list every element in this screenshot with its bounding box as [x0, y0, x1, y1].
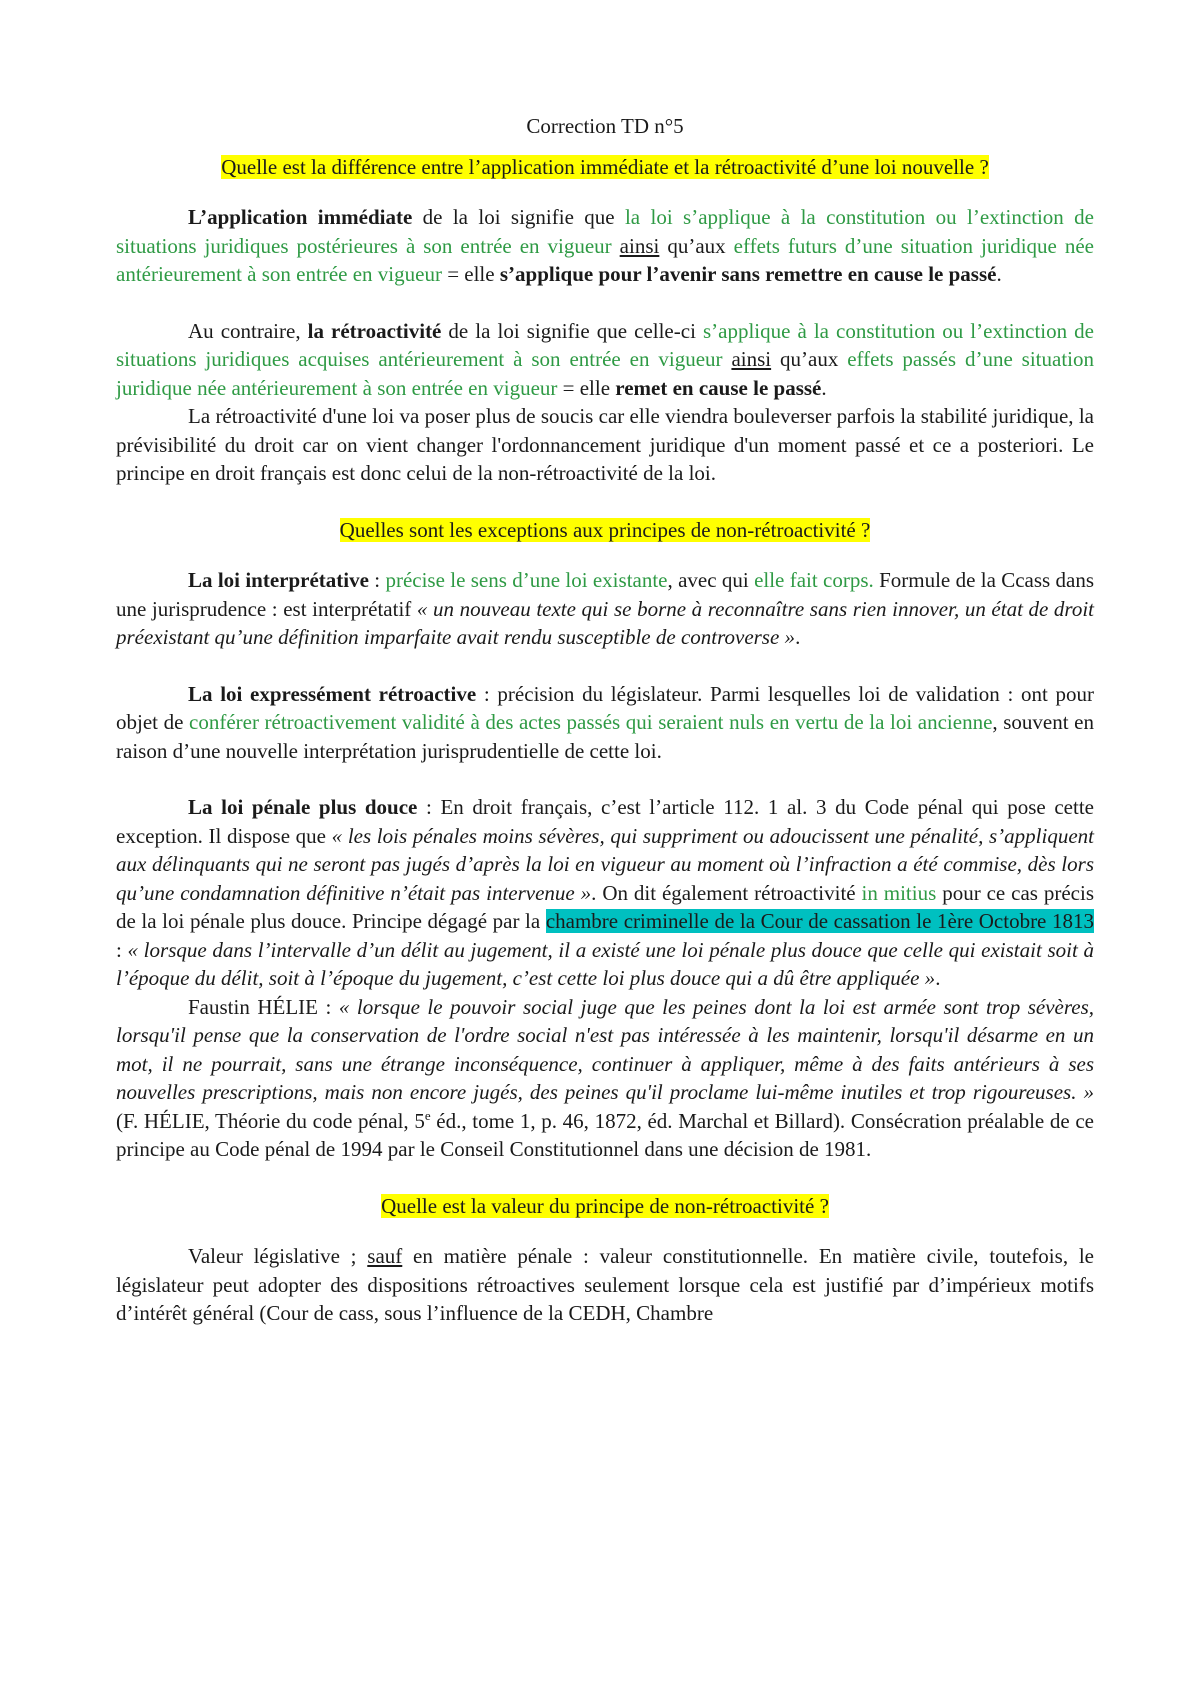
question-1: [116, 153, 1094, 182]
underlined-word: ainsi: [619, 233, 660, 258]
green-text: effets passés d’une situation juridique née antérieurement à son entrée en vigueur: [116, 347, 1094, 400]
paragraph-loi-penale-douce: [116, 793, 1094, 993]
text-run: qu’aux: [771, 347, 848, 371]
green-text: la loi s’applique à la constitution ou l’extinction de situations juridiques postérieures à son entrée en vigueur: [116, 205, 1094, 258]
paragraph-loi-retroactive: [116, 680, 1094, 766]
green-text: elle fait corps.: [754, 568, 874, 592]
text-run: :: [116, 937, 128, 962]
document-body: [116, 112, 1094, 1328]
text-run: . On dit également rétroactivité: [591, 880, 862, 905]
question-2-highlight: Quelles sont les exceptions aux principes de non-rétroactivité ?: [339, 517, 871, 542]
text-run: : précision du législateur. Parmi lesquelles loi de validation : ont pour objet de: [116, 681, 1094, 734]
text-run: de la loi signifie que celle-ci: [441, 318, 703, 343]
text-run: qu’aux: [659, 233, 734, 258]
text-run: (F. HÉLIE, Théorie du code pénal, 5: [116, 1108, 425, 1133]
paragraph-application-immediate: [116, 203, 1094, 289]
green-text: in mitius: [861, 880, 937, 905]
bold-term: remet en cause le passé: [615, 375, 822, 400]
text-run: pour ce cas précis de la loi pénale plus douce. Principe dégagé par la: [116, 880, 1094, 933]
question-3-highlight: Quelle est la valeur du principe de non-rétroactivité ?: [381, 1193, 829, 1218]
text-run: Formule de la Ccass dans une jurisprudence : est interprétatif: [116, 568, 1095, 621]
paragraph-loi-interpretative: [116, 566, 1094, 652]
green-text: s’applique à la constitution ou l’extinction de situations juridiques acquises antérieurement à son entrée en vigueur: [116, 318, 1094, 371]
text-run: = elle: [441, 262, 500, 286]
bold-term: La loi interprétative: [188, 568, 369, 592]
bold-term: La loi expressément rétroactive: [188, 681, 477, 706]
paragraph-retroactivite: [116, 317, 1094, 403]
bold-term: la rétroactivité: [307, 318, 442, 343]
green-text: effets futurs d’une situation juridique née antérieurement à son entrée en vigueur: [116, 233, 1094, 286]
document-title: Correction TD n°5: [526, 114, 684, 138]
text-run: .: [996, 262, 1002, 286]
text-run: , avec qui: [667, 568, 755, 592]
text-run: Faustin HÉLIE :: [188, 994, 339, 1019]
text-run: :: [368, 568, 386, 592]
italic-quote: « les lois pénales moins sévères, qui suppriment ou adoucissent une pénalité, s’appliquent aux délinquants qui ne seront pas jugés d’après la loi en vigueur au moment où l’infraction a été commise, dès lors qu’une condamnation définitive n’était pas intervenue »: [116, 823, 1094, 905]
bold-term: s’applique pour l’avenir sans remettre en cause le passé: [499, 262, 997, 286]
underlined-word: ainsi: [731, 347, 772, 371]
underlined-word: sauf: [367, 1244, 403, 1268]
text-run: de la loi signifie que: [412, 205, 625, 229]
green-text: précise le sens d’une loi existante: [385, 568, 668, 592]
paragraph-faustin-helie: [116, 993, 1094, 1164]
text-run: .: [795, 625, 801, 649]
italic-quote: « un nouveau texte qui se borne à reconnaître sans rien innover, un état de droit préexistant qu’une définition imparfaite avait rendu susceptible de controverse »: [116, 596, 1094, 649]
bold-term: La loi pénale plus douce: [188, 795, 418, 819]
bold-term: L’application immédiate: [188, 205, 413, 229]
cyan-highlight: chambre criminelle de la Cour de cassation le 1ère Octobre 1813: [545, 909, 1094, 933]
text-run: Valeur législative ;: [188, 1244, 368, 1268]
text-run: éd., tome 1, p. 46, 1872, éd. Marchal et Billard). Consécration préalable de ce principe au Code pénal de 1994 par le Conseil Constitutionnel dans une décision de 1981.: [116, 1108, 1094, 1161]
question-2: [116, 516, 1094, 545]
italic-quote: « lorsque dans l’intervalle d’un délit au jugement, il a existé une loi pénale plus douce que celle qui existait soit à l’époque du délit, soit à l’époque du jugement, c’est cette loi plus douce qui a dû être appliquée »: [116, 937, 1094, 990]
paragraph-valeur-principe: [116, 1242, 1094, 1328]
text-run: : En droit français, c’est l’article 112. 1 al. 3 du Code pénal qui pose cette exception. Il dispose que: [116, 795, 1094, 848]
text-run: en matière pénale : valeur constitutionnelle. En matière civile, toutefois, le législateur peut adopter des dispositions rétroactives seulement lorsque cela est justifié par d’impérieux motifs d’intérêt général (Cour de cass, sous l’influence de la CEDH, Chambre: [116, 1244, 1094, 1325]
question-1-highlight: Quelle est la différence entre l’application immédiate et la rétroactivité d’une loi nouvelle ?: [221, 154, 989, 179]
green-text: conférer rétroactivement validité à des actes passés qui seraient nuls en vertu de la loi ancienne: [189, 710, 993, 734]
text-run: , souvent en raison d’une nouvelle interprétation jurisprudentielle de cette loi.: [116, 710, 1094, 763]
italic-quote: « lorsque le pouvoir social juge que les peines dont la loi est armée sont trop sévères, lorsqu'il pense que la conservation de l'ordre social n'est pas intéressée à les maintenir, lorsqu'il désarme en un mot, il ne pourrait, sans une étrange inconséquence, continuer à appliquer, même à des faits antérieurs à ses nouvelles prescriptions, mais non encore jugés, des peines qu'il proclame lui-même inutiles et trop rigoureuses. »: [116, 994, 1094, 1104]
text-run: Au contraire,: [188, 318, 308, 343]
paragraph-retroactivite-consequences: La rétroactivité d'une loi va poser plus de soucis car elle viendra bouleverser parfois la stabilité juridique, la prévisibilité du droit car on vient changer l'ordonnancement juridique d'un moment passé et ce a posteriori. Le principe en droit français est donc celui de la non-rétroactivité de la loi.: [116, 404, 1094, 485]
text-run: = elle: [557, 375, 616, 400]
text-run: .: [935, 966, 941, 990]
superscript: e: [424, 1107, 431, 1123]
text-run: .: [821, 375, 827, 400]
text-run: [612, 234, 620, 258]
question-3: [116, 1192, 1094, 1221]
